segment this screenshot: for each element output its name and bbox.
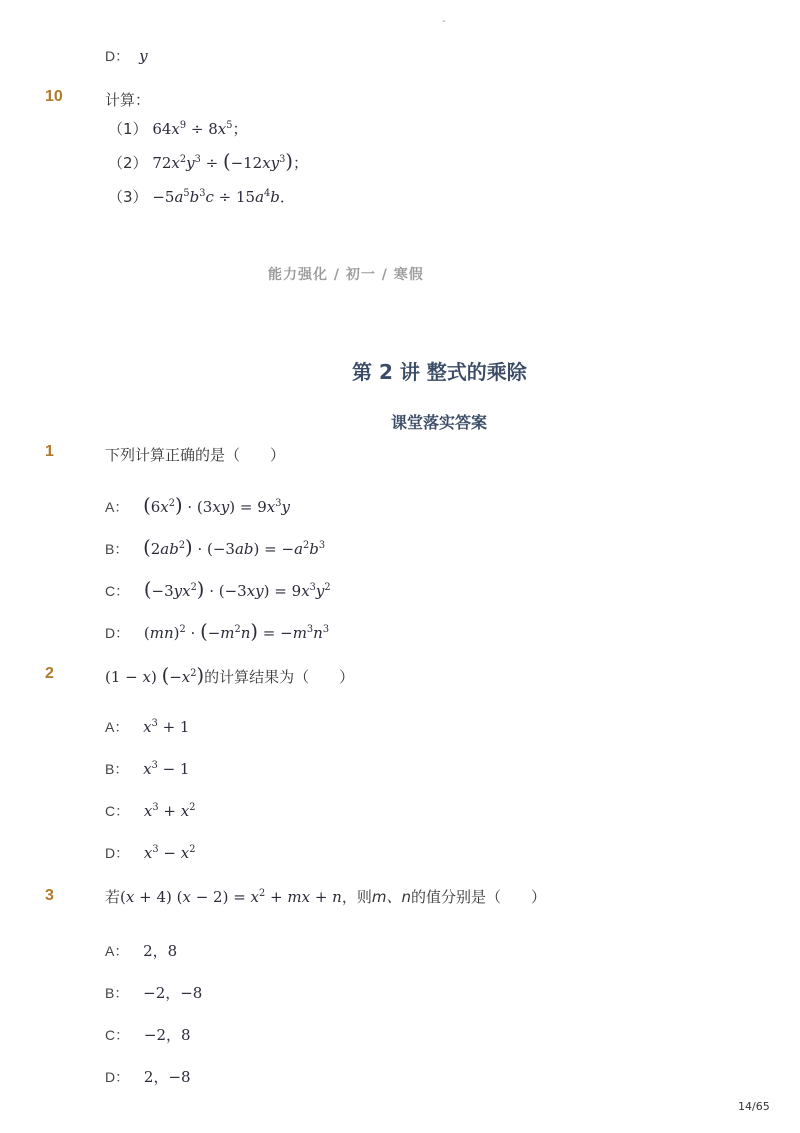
- q1-option-a[interactable]: [105, 494, 290, 517]
- option-label: D：: [105, 845, 130, 861]
- q1-option-c[interactable]: [105, 578, 331, 601]
- math-expression: (1 − x) $(-x^2)$: [105, 664, 205, 687]
- math-expression: $72x^2y^3 \div (-12xy^3)$: [152, 150, 293, 173]
- math-expression: $-5a^5b^3c \div 15a^4b$: [152, 188, 280, 206]
- option-label: B：: [105, 761, 129, 777]
- question-number: 1: [45, 443, 54, 460]
- math-expression: $x^3 + 1$: [143, 718, 190, 736]
- option-value: 2，8: [143, 942, 178, 960]
- question-stem: [105, 664, 354, 687]
- option-label: A：: [105, 943, 129, 959]
- stem-text: 若: [105, 888, 121, 906]
- section-title: 课堂落实答案: [391, 413, 488, 432]
- math-expression: $(6x^2) \cdot (3xy) = 9x^3y$: [143, 494, 290, 517]
- option-value: 2，−8: [143, 1068, 191, 1086]
- question-number: 3: [45, 887, 54, 904]
- option-label: D：: [105, 1069, 130, 1085]
- item-label: （2）: [108, 154, 148, 172]
- item-label: （3）: [108, 188, 148, 206]
- series-banner: 能力强化 / 初一 / 寒假: [268, 267, 424, 283]
- option-label: D：: [105, 48, 130, 64]
- option-label: C：: [105, 803, 130, 819]
- q2-option-c[interactable]: [105, 801, 195, 821]
- q3-option-d[interactable]: [105, 1066, 191, 1087]
- q3-option-b[interactable]: [105, 982, 202, 1003]
- q2-option-b[interactable]: [105, 759, 189, 779]
- math-expression: $(2ab^2) \cdot (-3ab) = -a^2b^3$: [143, 536, 326, 559]
- stem-variables: m、n: [371, 888, 411, 906]
- option-label: D：: [105, 625, 130, 641]
- option-label: A：: [105, 499, 129, 515]
- option-label: C：: [105, 583, 130, 599]
- q10-item-1: （1） $64x^9 \div 8x^5$；: [108, 120, 248, 138]
- q2-option-a[interactable]: [105, 717, 189, 737]
- q3-option-a[interactable]: [105, 940, 177, 961]
- q1-option-b[interactable]: [105, 536, 325, 559]
- question-stem: 计算：: [105, 91, 151, 109]
- math-expression: $(-3yx^2) \cdot (-3xy) = 9x^3y^2$: [143, 578, 331, 601]
- top-mark: -: [442, 16, 446, 27]
- item-label: （1）: [108, 120, 148, 138]
- math-expression: $64x^9 \div 8x^5$: [152, 120, 233, 138]
- math-expression: $x^3 + x^2$: [143, 802, 196, 820]
- option-value: −2，8: [143, 1026, 191, 1044]
- q10-item-3: $(3) -5a^5b^3c \div 15a^4b$．: [108, 188, 295, 206]
- option-label: B：: [105, 541, 129, 557]
- math-expression: $x^3 - 1$: [143, 760, 190, 778]
- question-number: 10: [45, 88, 63, 105]
- math-expression: (x + 4) $(x - 2) = x^2$ + mx + n: [120, 888, 342, 906]
- q2-option-d[interactable]: [105, 843, 195, 863]
- math-expression: $x^3 - x^2$: [143, 844, 196, 862]
- option-label: C：: [105, 1027, 130, 1043]
- option-value: y: [139, 47, 148, 65]
- q3-option-c[interactable]: [105, 1024, 191, 1045]
- stem-text: 的值分别是（ ）: [410, 888, 546, 906]
- q1-option-d[interactable]: [105, 620, 329, 643]
- option-label: B：: [105, 985, 129, 1001]
- q10-item-2: （2） $72x^2y^3 \div (-12xy^3)$；: [108, 150, 308, 173]
- option-label: A：: [105, 719, 129, 735]
- question-stem: 下列计算正确的是（ ）: [105, 446, 286, 464]
- stem-text: 的计算结果为（ ）: [204, 668, 355, 686]
- question-number: 2: [45, 665, 54, 682]
- lecture-title: 第 2 讲 整式的乘除: [352, 360, 527, 384]
- option-value: −2，−8: [143, 984, 203, 1002]
- prev-option-d: [105, 46, 148, 66]
- page-number: 14/65: [738, 1100, 770, 1113]
- question-stem: [105, 886, 546, 907]
- stem-text: ，则: [341, 888, 372, 906]
- math-expression: $(mn)^2 \cdot (-m^2n) = -m^3n^3$: [143, 620, 330, 643]
